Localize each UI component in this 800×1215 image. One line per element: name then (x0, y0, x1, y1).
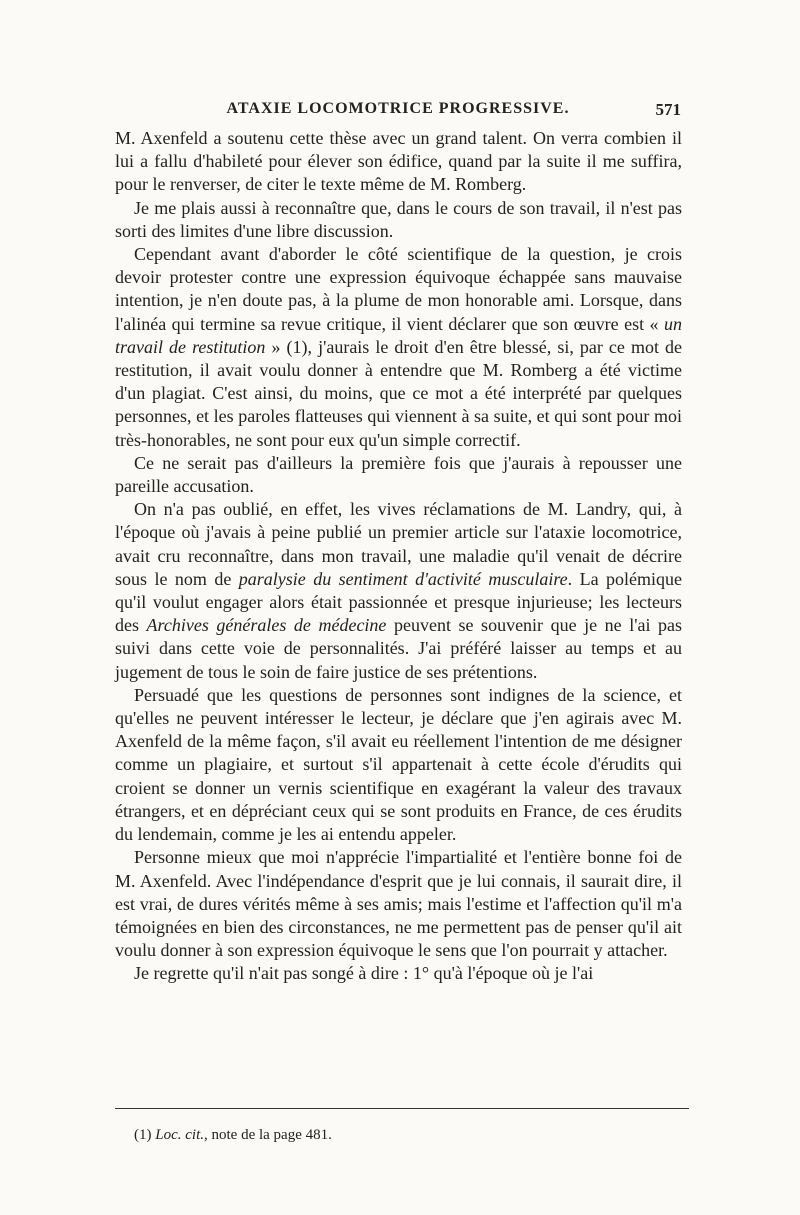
running-header (115, 100, 681, 124)
paragraph-text: On n'a pas oublié, en effet, les vives réclamations de M. Landry, qui, à l'époque où j'avais à peine publié un premier article sur l'ataxie locomotrice, avait cru reconnaître, dans mon travail, une maladie qu'il venait de décrire sous le nom de (115, 499, 682, 589)
paragraph (115, 243, 682, 452)
paragraph-text: . La polémique qu'il voulut engager alors était passionnée et presque injurieuse; les lecteurs des (115, 568, 683, 636)
paragraph (115, 498, 682, 684)
paragraph (115, 962, 682, 985)
footnote-reference: Loc. cit. (155, 1127, 204, 1143)
paragraph-text: Persuadé que les questions de personnes sont indignes de la science, et qu'elles ne peuvent intéresser le lecteur, je déclare que j'en agirais avec M. Axenfeld de la même façon, s'il avait eu réellement l'intention de me désigner comme un plagiaire, et surtout s'il appartenait à cette école d'érudits qui croient se donner un vernis scientifique en exagérant la valeur des travaux étrangers, et en dépréciant ceux qui se sont produits en France, de ces érudits du lendemain, comme je les ai entendu appeler. (115, 684, 682, 845)
body-text (115, 127, 682, 986)
paragraph-text: Je regrette qu'il n'ait pas songé à dire : 1° qu'à l'époque où je l'ai (134, 963, 594, 984)
paragraph (115, 197, 682, 243)
italic-text: un travail de restitution (115, 313, 682, 357)
paragraph-text: Ce ne serait pas d'ailleurs la première fois que j'aurais à repousser une pareille accusation. (115, 452, 682, 497)
paragraph (115, 452, 682, 498)
paragraph (115, 684, 682, 846)
footnote-rule (115, 1108, 689, 1109)
paragraph (115, 846, 682, 962)
paragraph-text: M. Axenfeld a soutenu cette thèse avec un grand talent. On verra combien il lui a fallu d'habileté pour élever son édifice, quand par la suite il me suffira, pour le renverser, de citer le texte même de M. Romberg. (115, 128, 682, 195)
italic-text: Archives générales de médecine (146, 615, 387, 636)
paragraph (115, 127, 682, 197)
paragraph-text: » (1), j'aurais le droit d'en être blessé, si, par ce mot de restitution, il avait voulu donner à entendre que M. Romberg a été victime d'un plagiat. C'est ainsi, du moins, que ce mot a été interprété par quelques personnes, et les paroles flatteuses qui viennent à sa suite, et qui sont pour moi très-honorables, ne sont pour eux qu'un simple correctif. (115, 336, 682, 450)
paragraph-text: Cependant avant d'aborder le côté scientifique de la question, je crois devoir protester contre une expression équivoque échappée sans mauvaise intention, je n'en doute pas, à la plume de mon honorable ami. Lorsque, dans l'alinéa qui termine sa revue critique, il vient déclarer que son œuvre est « (115, 244, 682, 334)
running-title: ATAXIE LOCOMOTRICE PROGRESSIVE. (226, 100, 570, 117)
paragraph-text: Je me plais aussi à reconnaître que, dans le cours de son travail, il n'est pas sorti des limites d'une libre discussion. (115, 197, 682, 241)
italic-text: paralysie du sentiment d'activité musculaire (238, 568, 568, 589)
paragraph-text: Personne mieux que moi n'apprécie l'impartialité et l'entière bonne foi de M. Axenfeld. Avec l'indépendance d'esprit que je lui connais, il saurait dire, il est vrai, de dures vérités même à ses amis; mais l'estime et l'affection qu'il m'a témoignées en bien des circonstances, ne me permettent pas de penser qu'il ait voulu donner à son expression équivoque le sens que l'on pourrait y attacher. (115, 847, 682, 961)
footnote-text: , note de la page 481. (204, 1127, 332, 1143)
page-number: 571 (655, 100, 681, 119)
footnote (134, 1127, 332, 1144)
paragraph-text: peuvent se souvenir que je ne l'ai pas suivi dans cette voie de personnalités. J'ai préféré laisser au temps et au jugement de tous le soin de faire justice de ses prétentions. (115, 615, 682, 682)
footnote-marker: (1) (134, 1127, 156, 1143)
